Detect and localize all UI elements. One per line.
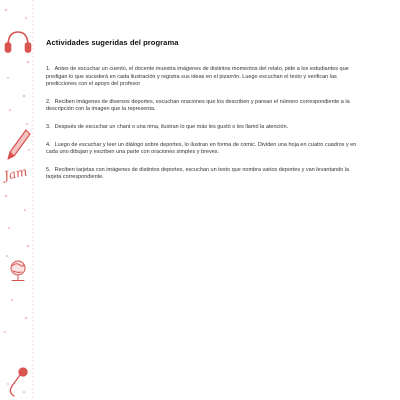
pencil-icon <box>8 130 30 159</box>
scattered-dots <box>4 9 29 393</box>
document-body <box>46 38 358 192</box>
list-item <box>46 124 358 132</box>
margin-artwork <box>0 0 36 400</box>
list-item-number: 5. <box>46 166 51 173</box>
globe-icon <box>11 261 25 281</box>
list-item-number: 3. <box>46 123 51 130</box>
list-item-text: Después de escuchar un chant o una rima, ilustran lo que más les gustó o les llamó la atención. <box>54 123 289 130</box>
headphones-icon <box>6 32 31 52</box>
jam-text-icon: Jam <box>2 164 29 183</box>
list-item-text: Reciben imágenes de diversos deportes, escuchan oraciones que los describen y parean el número correspondiente a la descripción con la imagen que la representa. <box>46 98 350 113</box>
list-item-text: Antes de escuchar un cuento, el docente muestra imágenes de distintos momentos del relato, pide a los estudiantes que predigan lo que sucederá en cada ilustración y registra sus ideas en el pizarrón. Luego escuchan el texto y verifican las predicciones con el apoyo del profesor <box>46 66 349 88</box>
list-item-number: 4. <box>46 141 51 148</box>
page-title: Actividades sugeridas del programa <box>46 38 179 47</box>
list-item <box>46 66 358 89</box>
list-item-text: Reciben tarjetas con imágenes de distintos deportes, escuchan un texto que nombra varios deportes y van levantando la tarjeta correspondiente. <box>46 166 350 181</box>
list-item-number: 1. <box>46 66 51 72</box>
list-item <box>46 142 358 157</box>
list-item <box>46 167 358 182</box>
activities-list <box>46 66 358 182</box>
list-item <box>46 99 358 114</box>
list-item-text: Luego de escuchar y leer un diálogo sobre deportes, lo ilustran en forma de comic. Dividen una hoja en cuatro cuadros y en cada uno dibujan y escriben una parte con oraciones simples y breves. <box>46 141 357 156</box>
list-item-number: 2. <box>46 98 51 105</box>
decorative-margin <box>0 0 36 400</box>
